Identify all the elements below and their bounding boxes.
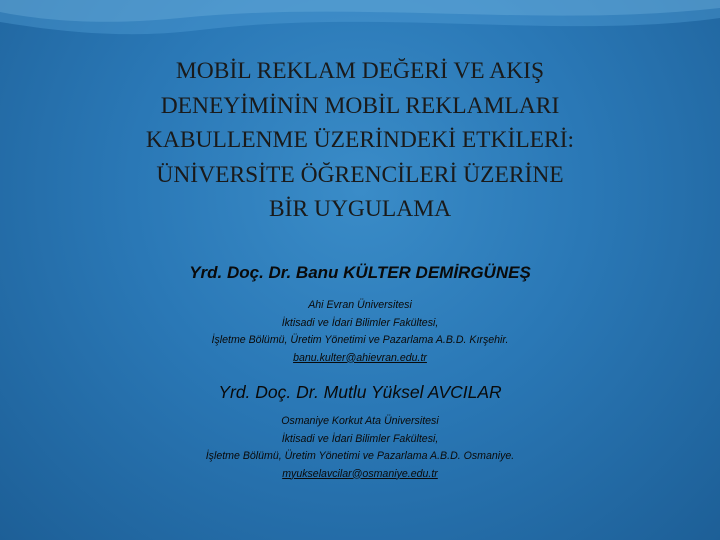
author-name-2: Yrd. Doç. Dr. Mutlu Yüksel AVCILAR [218,382,502,402]
affiliation-line: İşletme Bölümü, Üretim Yönetimi ve Pazarlama A.B.D. Kırşehir. [211,334,509,346]
author-email-1[interactable]: banu.kulter@ahievran.edu.tr [293,351,427,364]
author-affiliation-2 [0,413,720,483]
title-line: MOBİL REKLAM DEĞERİ VE AKIŞ [175,58,545,84]
title-line: KABULLENME ÜZERİNDEKİ ETKİLERİ: [145,127,575,153]
title-line: BİR UYGULAMA [268,196,452,222]
affiliation-line: İşletme Bölümü, Üretim Yönetimi ve Pazarlama A.B.D. Osmaniye. [205,450,515,462]
affiliation-line: İktisadi ve İdari Bilimler Fakültesi, [281,432,439,445]
author-affiliation-1 [0,297,720,367]
affiliation-line: Osmaniye Korkut Ata Üniversitesi [281,415,439,427]
title-line: ÜNİVERSİTE ÖĞRENCİLERİ ÜZERİNE [156,161,564,188]
presentation-title [40,54,680,227]
author-email-2[interactable]: myukselavcilar@osmaniye.edu.tr [282,467,438,480]
affiliation-line: İktisadi ve İdari Bilimler Fakültesi, [281,316,439,329]
title-line: DENEYİMİNİN MOBİL REKLAMLARI [160,92,560,119]
author-name-1: Yrd. Doç. Dr. Banu KÜLTER DEMİRGÜNEŞ [189,263,531,282]
affiliation-line: Ahi Evran Üniversitesi [308,299,412,311]
